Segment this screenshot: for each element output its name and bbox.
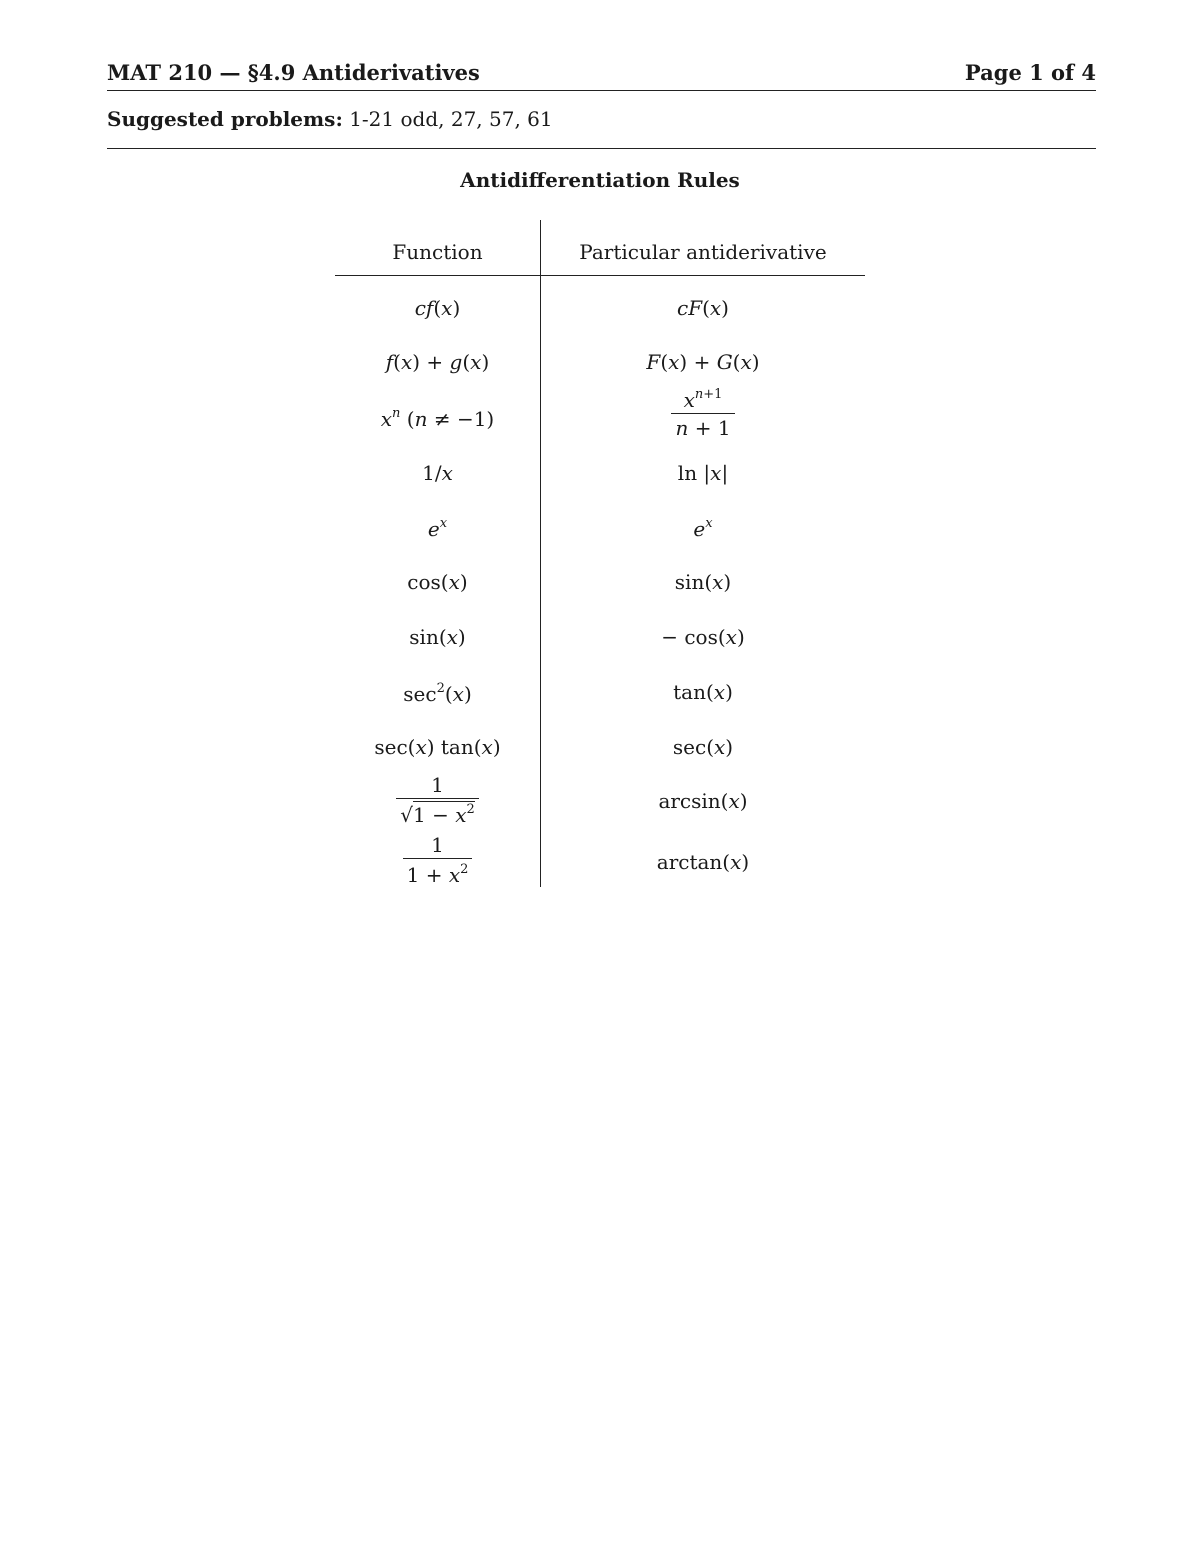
row-3-function: $x^n$ (n ≠ −1) [380, 406, 495, 431]
antiderivative-table [335, 220, 865, 887]
row-5-function: $e^x$ [427, 516, 448, 541]
header-underline [335, 275, 865, 276]
row-2-function: f(x) + g(x) [385, 350, 490, 374]
page-number: Page 1 of 4 [964, 60, 1096, 85]
header-function: Function [392, 240, 483, 264]
row-1-function: cf(x) [414, 296, 461, 320]
document-title: MAT 210 — §4.9 Antiderivatives [107, 60, 480, 85]
row-3-antiderivative: $\frac{x^{n+1}}{n + 1}$ [541, 388, 865, 438]
row-7-antiderivative: − cos(x) [661, 625, 745, 649]
column-divider [540, 220, 541, 887]
row-8-antiderivative: tan(x) [673, 680, 733, 704]
suggested-problems [107, 107, 553, 131]
row-1-antiderivative: cF(x) [677, 296, 729, 320]
row-7-function: sin(x) [409, 625, 466, 649]
suggested-problems-value: 1-21 odd, 27, 57, 61 [349, 107, 553, 131]
row-8-function: $\sec^2(x)$ [403, 681, 472, 706]
section-title: Antidifferentiation Rules [460, 168, 740, 192]
row-10-antiderivative: arcsin(x) [658, 789, 748, 813]
header-antiderivative: Particular antiderivative [579, 240, 827, 264]
row-6-antiderivative: sin(x) [674, 570, 732, 594]
row-4-function: 1/x [422, 461, 453, 485]
header-divider [107, 90, 1096, 91]
row-11-antiderivative: arctan(x) [656, 850, 750, 874]
row-5-antiderivative: $e^x$ [693, 516, 713, 541]
page-header [107, 60, 1096, 90]
row-9-antiderivative: sec(x) [672, 735, 734, 759]
row-2-antiderivative: F(x) + G(x) [646, 350, 760, 374]
row-11-function: $\frac{1}{1 + x^2}$ [335, 835, 540, 885]
suggested-problems-label: Suggested problems: [107, 107, 343, 131]
row-6-function: cos(x) [407, 570, 468, 594]
row-10-function: $\frac{1}{√1 - x^2}$ [335, 775, 540, 825]
row-9-function: sec(x) tan(x) [374, 735, 501, 759]
section-divider [107, 148, 1096, 149]
row-4-antiderivative: ln |x| [677, 461, 729, 485]
